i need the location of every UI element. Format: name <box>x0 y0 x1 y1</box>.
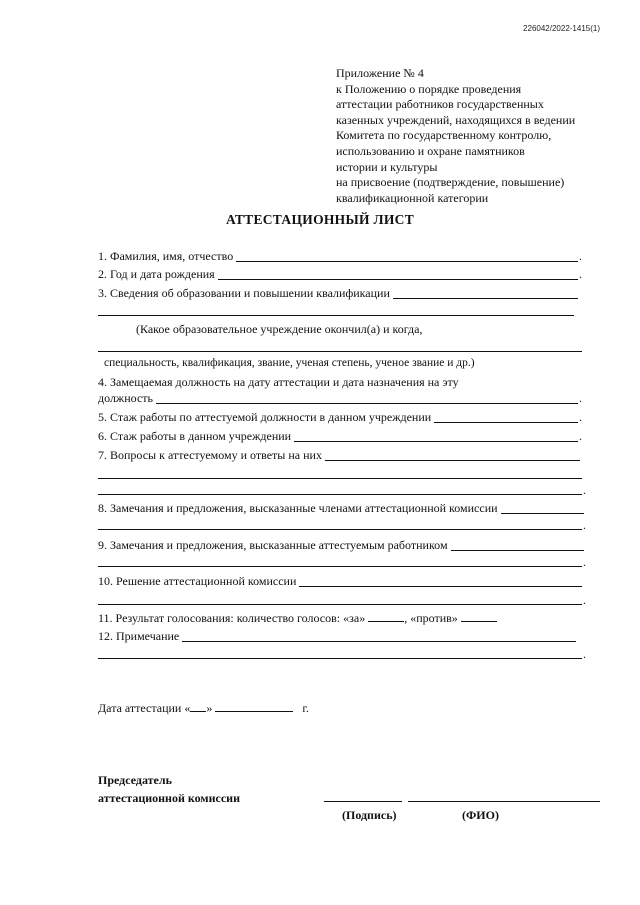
position-line[interactable] <box>156 392 578 404</box>
field-label: 12. Примечание <box>98 629 180 643</box>
votes-against-line[interactable] <box>461 610 497 622</box>
field-label: 8. Замечания и предложения, высказанные членами аттестационной комиссии <box>98 501 498 515</box>
signature-line[interactable] <box>324 801 402 802</box>
birth-date-line[interactable] <box>218 268 578 280</box>
date-month-year-line[interactable] <box>215 700 293 712</box>
field-label: 9. Замечания и предложения, высказанные аттестуемым работником <box>98 538 448 552</box>
vote-against-label: , «против» <box>404 611 458 625</box>
note-line-2[interactable] <box>98 658 582 659</box>
field-position-experience <box>98 409 582 425</box>
end-mark: . <box>579 391 582 405</box>
end-mark: . <box>583 647 586 661</box>
end-mark: . <box>583 483 586 497</box>
field-note <box>98 628 576 644</box>
end-mark: . <box>579 267 582 281</box>
end-mark: . <box>579 410 582 424</box>
field-full-name <box>98 248 582 264</box>
field-birth-date <box>98 266 582 282</box>
questions-line[interactable] <box>325 449 580 461</box>
field-institution-experience <box>98 428 582 444</box>
full-name-signature-line[interactable] <box>408 801 600 802</box>
page-title: АТТЕСТАЦИОННЫЙ ЛИСТ <box>225 212 415 227</box>
field-label: 1. Фамилия, имя, отчество <box>98 249 234 263</box>
education-line[interactable] <box>393 287 578 299</box>
field-vote-result <box>98 610 497 626</box>
end-mark: . <box>579 249 582 263</box>
appendix-line: к Положению о порядке проведения <box>336 81 522 96</box>
education-line-3[interactable] <box>98 351 582 352</box>
appendix-line: казенных учреждений, находящихся в ведении <box>336 112 576 127</box>
date-quote: » <box>206 701 213 715</box>
note-line[interactable] <box>182 630 576 642</box>
field-label: 7. Вопросы к аттестуемому и ответы на них <box>98 448 322 462</box>
vote-label: 11. Результат голосования: количество голосов: «за» <box>98 611 366 625</box>
appendix-line: квалификационной категории <box>336 190 489 205</box>
commission-remarks-line[interactable] <box>501 502 584 514</box>
decision-line-2[interactable] <box>98 604 582 605</box>
position-experience-line[interactable] <box>434 411 578 423</box>
institution-experience-line[interactable] <box>294 430 578 442</box>
name-caption: (ФИО) <box>462 808 499 822</box>
field-questions <box>98 447 580 463</box>
chair-label: аттестационной комиссии <box>98 791 240 805</box>
field-label: 2. Год и дата рождения <box>98 267 215 281</box>
education-hint: (Какое образовательное учреждение окончил(а) и когда, <box>136 322 423 336</box>
education-hint: специальность, квалификация, звание, ученая степень, ученое звание и др.) <box>104 357 475 369</box>
employee-remarks-line-2[interactable] <box>98 566 582 567</box>
date-suffix: г. <box>302 701 309 715</box>
appendix-line: истории и культуры <box>336 159 438 174</box>
position-label: 4. Замещаемая должность на дату аттестации и дата назначения на эту <box>98 375 459 389</box>
appendix-line: на присвоение (подтверждение, повышение) <box>336 175 565 190</box>
appendix-header <box>336 66 626 206</box>
date-day-line[interactable] <box>190 700 206 712</box>
appendix-line: аттестации работников государственных <box>336 97 544 112</box>
decision-line[interactable] <box>299 575 582 587</box>
appendix-line: Комитета по государственному контролю, <box>336 128 552 143</box>
field-label: 10. Решение аттестационной комиссии <box>98 574 297 588</box>
field-decision <box>98 573 582 589</box>
end-mark: . <box>583 555 586 569</box>
votes-for-line[interactable] <box>368 610 404 622</box>
field-label: 5. Стаж работы по аттестуемой должности в данном учреждении <box>98 410 432 424</box>
field-commission-remarks <box>98 500 584 516</box>
full-name-line[interactable] <box>236 250 578 262</box>
end-mark: . <box>579 429 582 443</box>
document-id: 226042/2022-1415(1) <box>523 24 600 33</box>
field-education <box>98 285 578 301</box>
questions-line-3[interactable] <box>98 494 582 495</box>
education-line-2[interactable] <box>98 315 574 316</box>
appendix-line: использованию и охране памятников <box>336 143 525 158</box>
commission-remarks-line-2[interactable] <box>98 529 582 530</box>
date-label: Дата аттестации « <box>98 701 191 715</box>
employee-remarks-line[interactable] <box>451 539 584 551</box>
questions-line-2[interactable] <box>98 478 582 479</box>
field-position <box>98 390 582 406</box>
field-employee-remarks <box>98 537 584 553</box>
attestation-date <box>98 700 309 716</box>
field-label: должность <box>98 391 153 405</box>
end-mark: . <box>583 593 586 607</box>
field-label: 3. Сведения об образовании и повышении квалификации <box>98 286 390 300</box>
appendix-line: Приложение № 4 <box>336 66 424 80</box>
field-label: 6. Стаж работы в данном учреждении <box>98 429 292 443</box>
chair-label: Председатель <box>98 773 172 787</box>
signature-caption: (Подпись) <box>342 808 397 822</box>
end-mark: . <box>583 518 586 532</box>
